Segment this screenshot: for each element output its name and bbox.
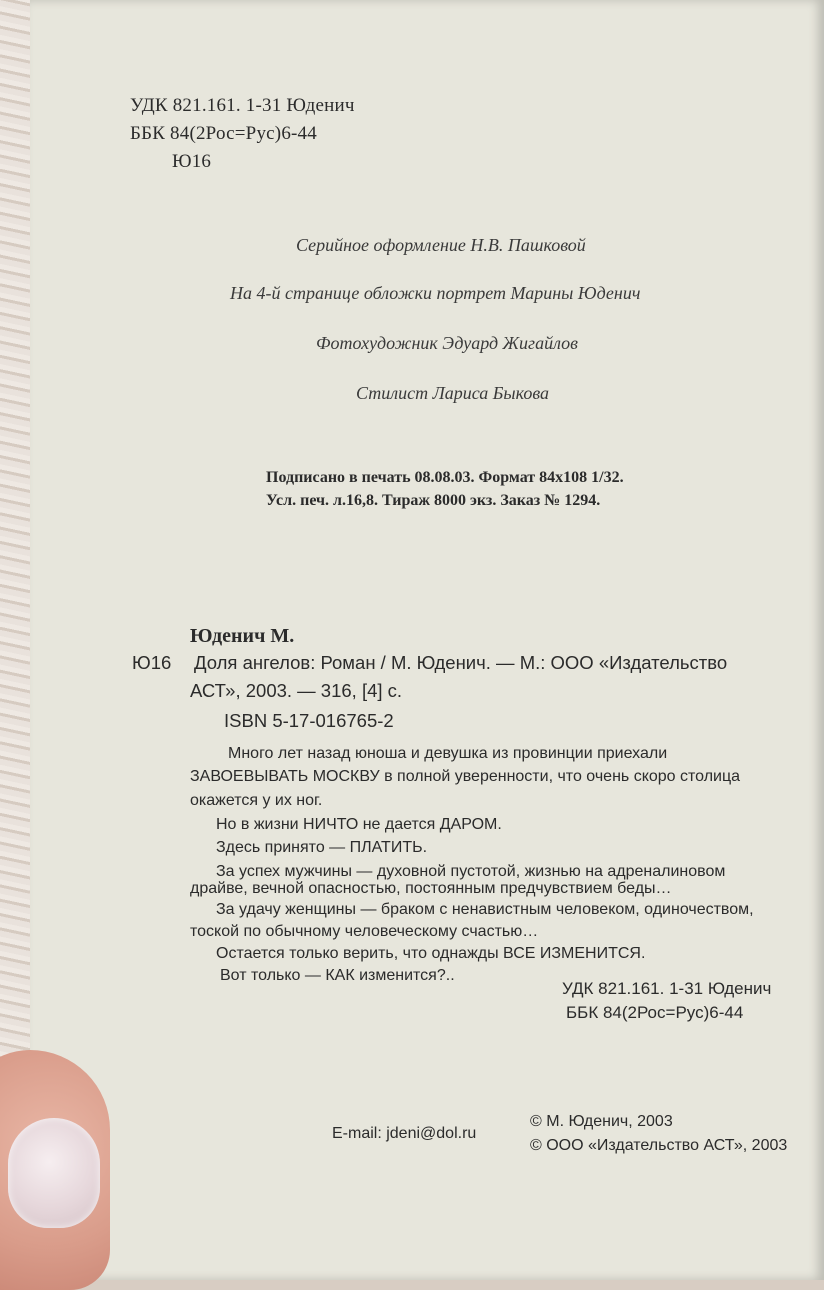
credit-cover-portrait: На 4-й странице обложки портрет Марины Юденич bbox=[230, 283, 641, 303]
copyright-publisher: © ООО «Издательство АСТ», 2003 bbox=[530, 1137, 788, 1154]
annotation-udk: УДК 821.161. 1-31 Юденич bbox=[562, 979, 772, 998]
credit-photographer: Фотохудожник Эдуард Жигайлов bbox=[316, 333, 578, 353]
credit-series-design: Серийное оформление Н.В. Пашковой bbox=[296, 235, 586, 255]
catalog-line-1: Доля ангелов: Роман / М. Юденич. — М.: ООО «Издательство bbox=[194, 652, 728, 673]
annotation-line: драйве, вечной опасностью, постоянным предчувствием беды… bbox=[190, 880, 672, 897]
book-page bbox=[30, 0, 824, 1280]
bbk-code: ББК 84(2Рос=Рус)6-44 bbox=[130, 123, 317, 144]
annotation-line: тоской по обычному человеческому счастью… bbox=[190, 923, 539, 940]
imprint-line-1: Подписано в печать 08.08.03. Формат 84х108 1/32. bbox=[266, 469, 624, 486]
annotation-line: Но в жизни НИЧТО не дается ДАРОМ. bbox=[216, 816, 502, 833]
annotation-line: За успех мужчины — духовной пустотой, жизнью на адреналиновом bbox=[216, 863, 726, 880]
annotation-line: ЗАВОЕВЫВАТЬ МОСКВУ в полной уверенности, что очень скоро столица bbox=[190, 768, 741, 785]
imprint-line-2: Усл. печ. л.16,8. Тираж 8000 экз. Заказ № 1294. bbox=[266, 492, 601, 509]
catalog-code: Ю16 bbox=[132, 652, 172, 673]
catalog-line-2: АСТ», 2003. — 316, [4] с. bbox=[190, 680, 403, 701]
fingernail bbox=[8, 1118, 100, 1228]
email-address: E-mail: jdeni@dol.ru bbox=[332, 1125, 477, 1142]
catalog-author: Юденич М. bbox=[190, 625, 295, 647]
credit-stylist: Стилист Лариса Быкова bbox=[356, 383, 550, 403]
udk-code: УДК 821.161. 1-31 Юденич bbox=[130, 95, 355, 116]
annotation-line: Много лет назад юноша и девушка из провинции приехали bbox=[228, 745, 668, 762]
annotation-line: За удачу женщины — браком с ненавистным человеком, одиночеством, bbox=[216, 901, 754, 918]
author-mark: Ю16 bbox=[172, 151, 212, 172]
copyright-author: © М. Юденич, 2003 bbox=[530, 1113, 673, 1130]
annotation-line: Здесь принято — ПЛАТИТЬ. bbox=[216, 839, 428, 856]
annotation-line: Остается только верить, что однажды ВСЕ ИЗМЕНИТСЯ. bbox=[216, 945, 646, 962]
annotation-line: окажется у их ног. bbox=[190, 792, 323, 809]
catalog-isbn: ISBN 5-17-016765-2 bbox=[224, 710, 394, 731]
annotation-bbk: ББК 84(2Рос=Рус)6-44 bbox=[566, 1003, 744, 1022]
annotation-line: Вот только — КАК изменится?.. bbox=[220, 967, 455, 984]
